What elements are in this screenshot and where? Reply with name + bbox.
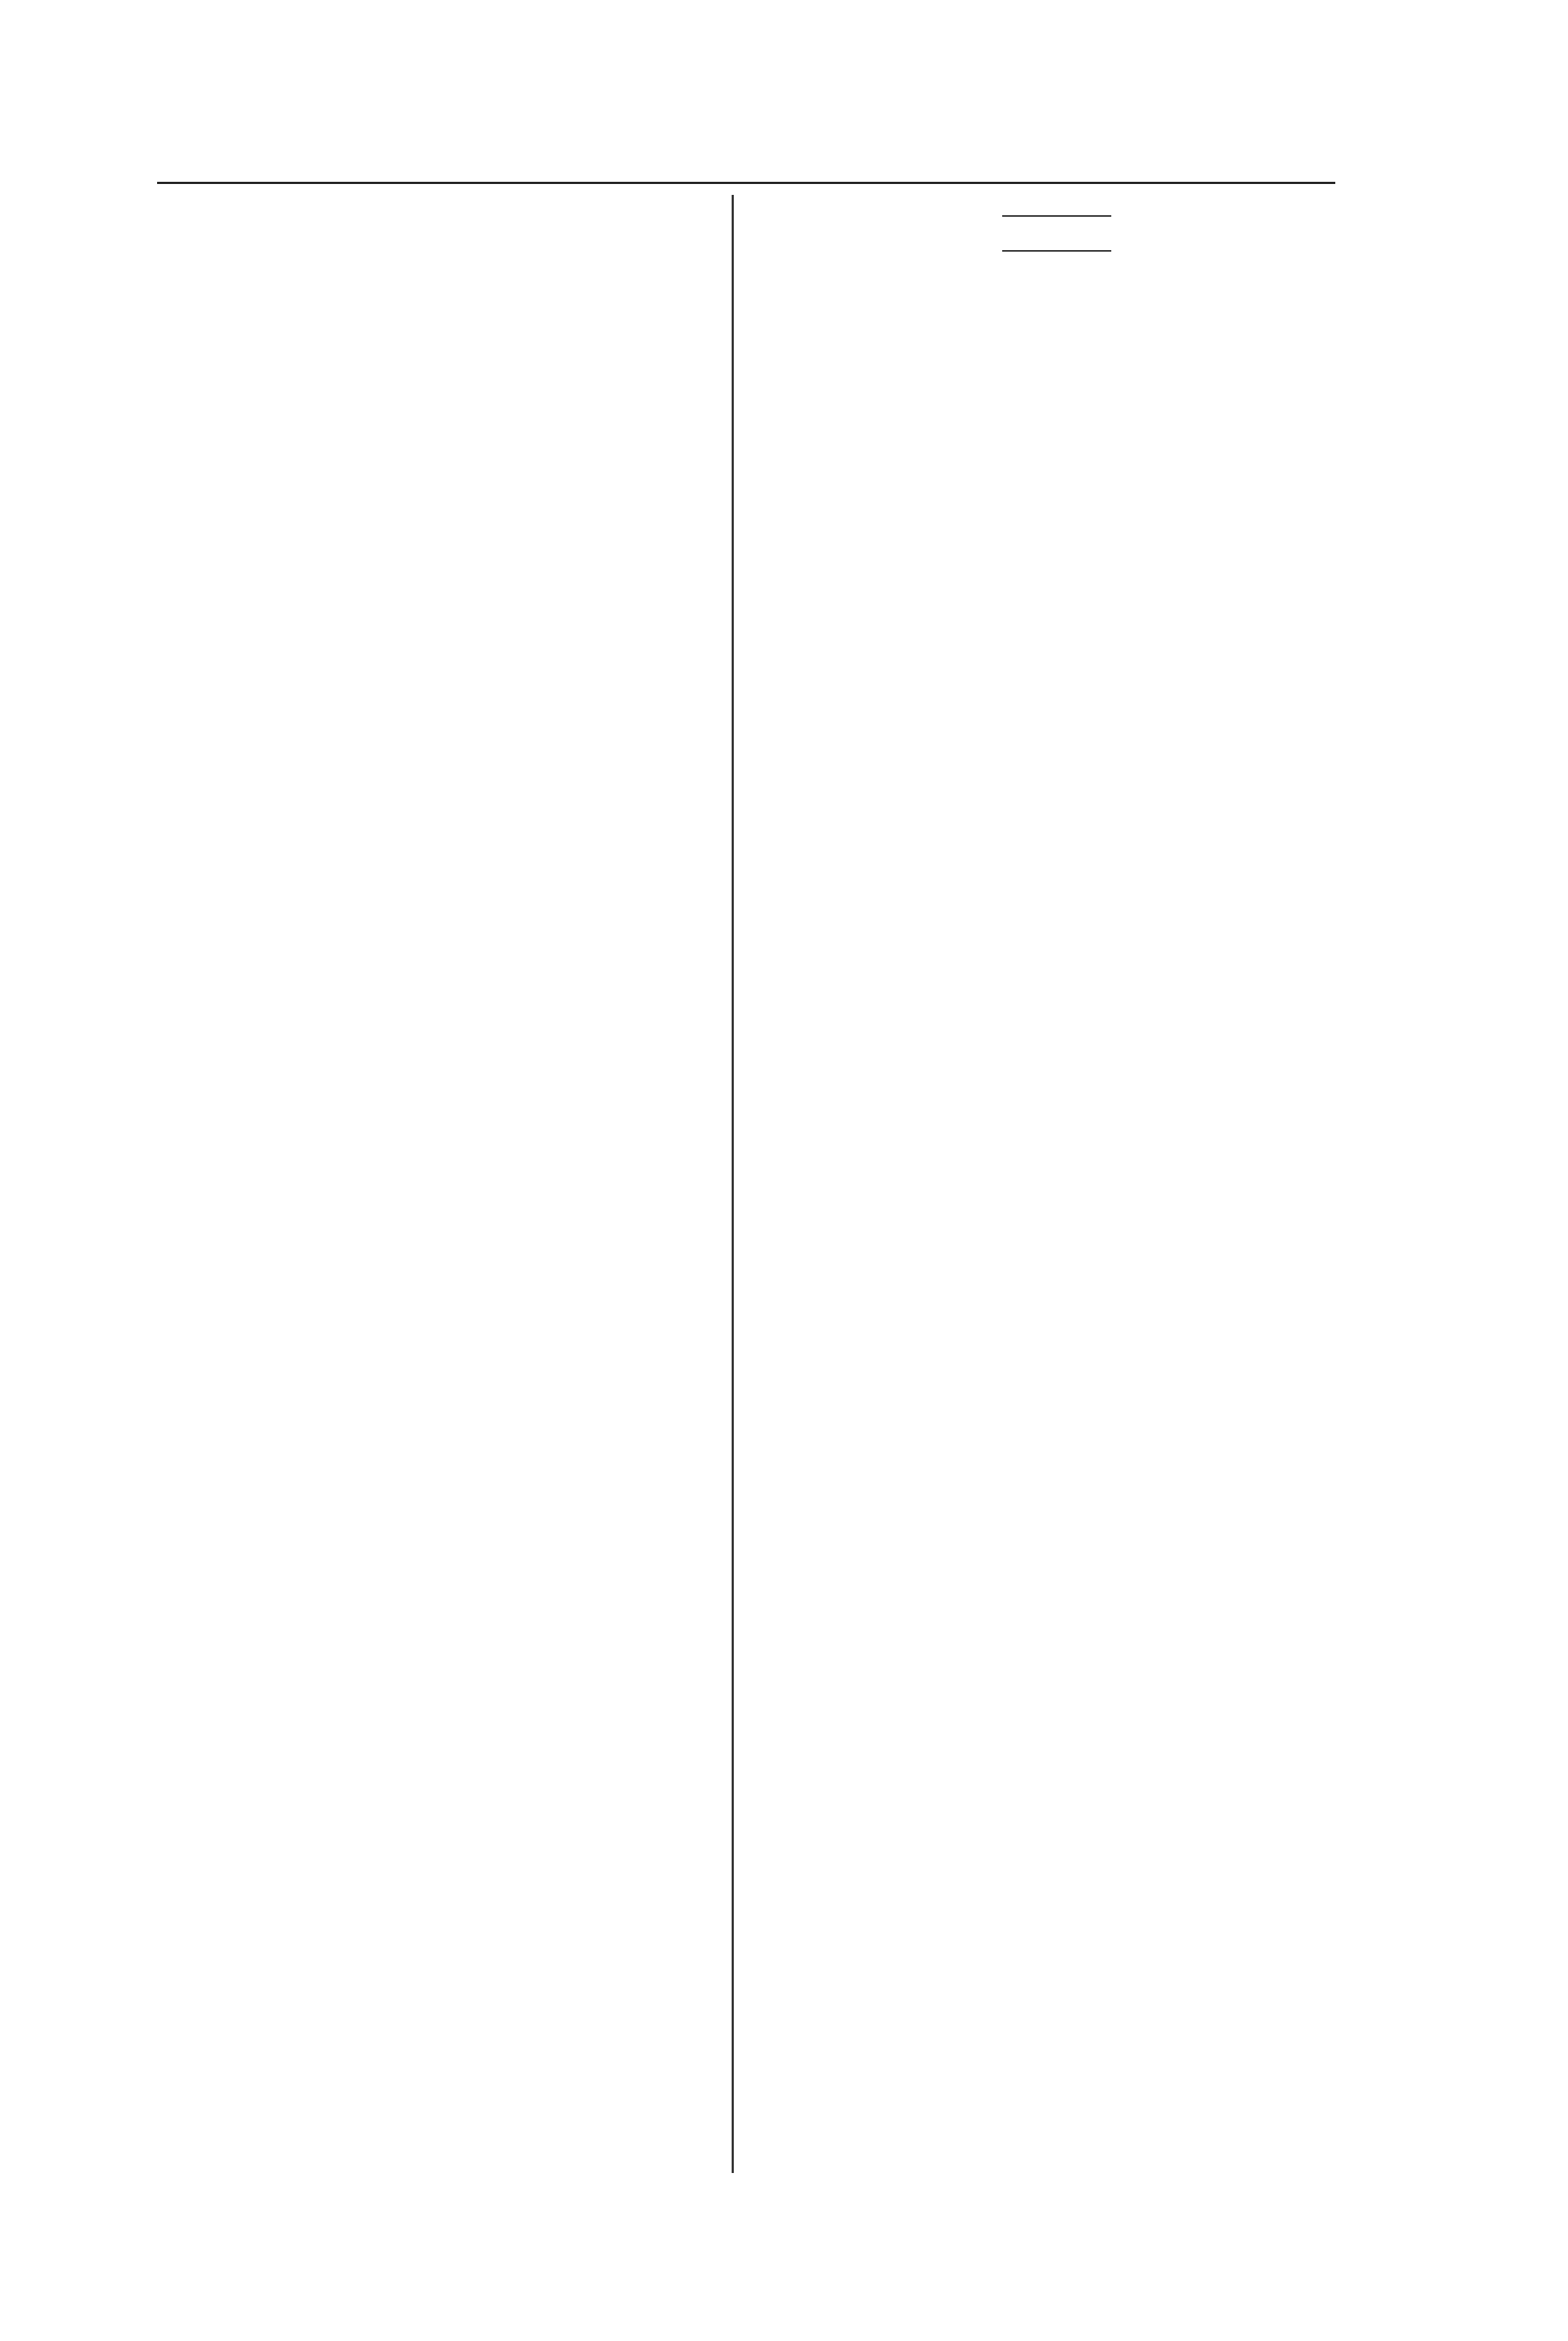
column-divider — [732, 195, 734, 2173]
short-rule — [755, 201, 1335, 230]
header-rule — [157, 182, 1335, 184]
short-rule-2 — [755, 236, 1335, 265]
account-year-row — [148, 235, 723, 265]
account-heading — [145, 205, 723, 235]
left-column — [148, 205, 723, 265]
right-column — [755, 201, 1335, 265]
